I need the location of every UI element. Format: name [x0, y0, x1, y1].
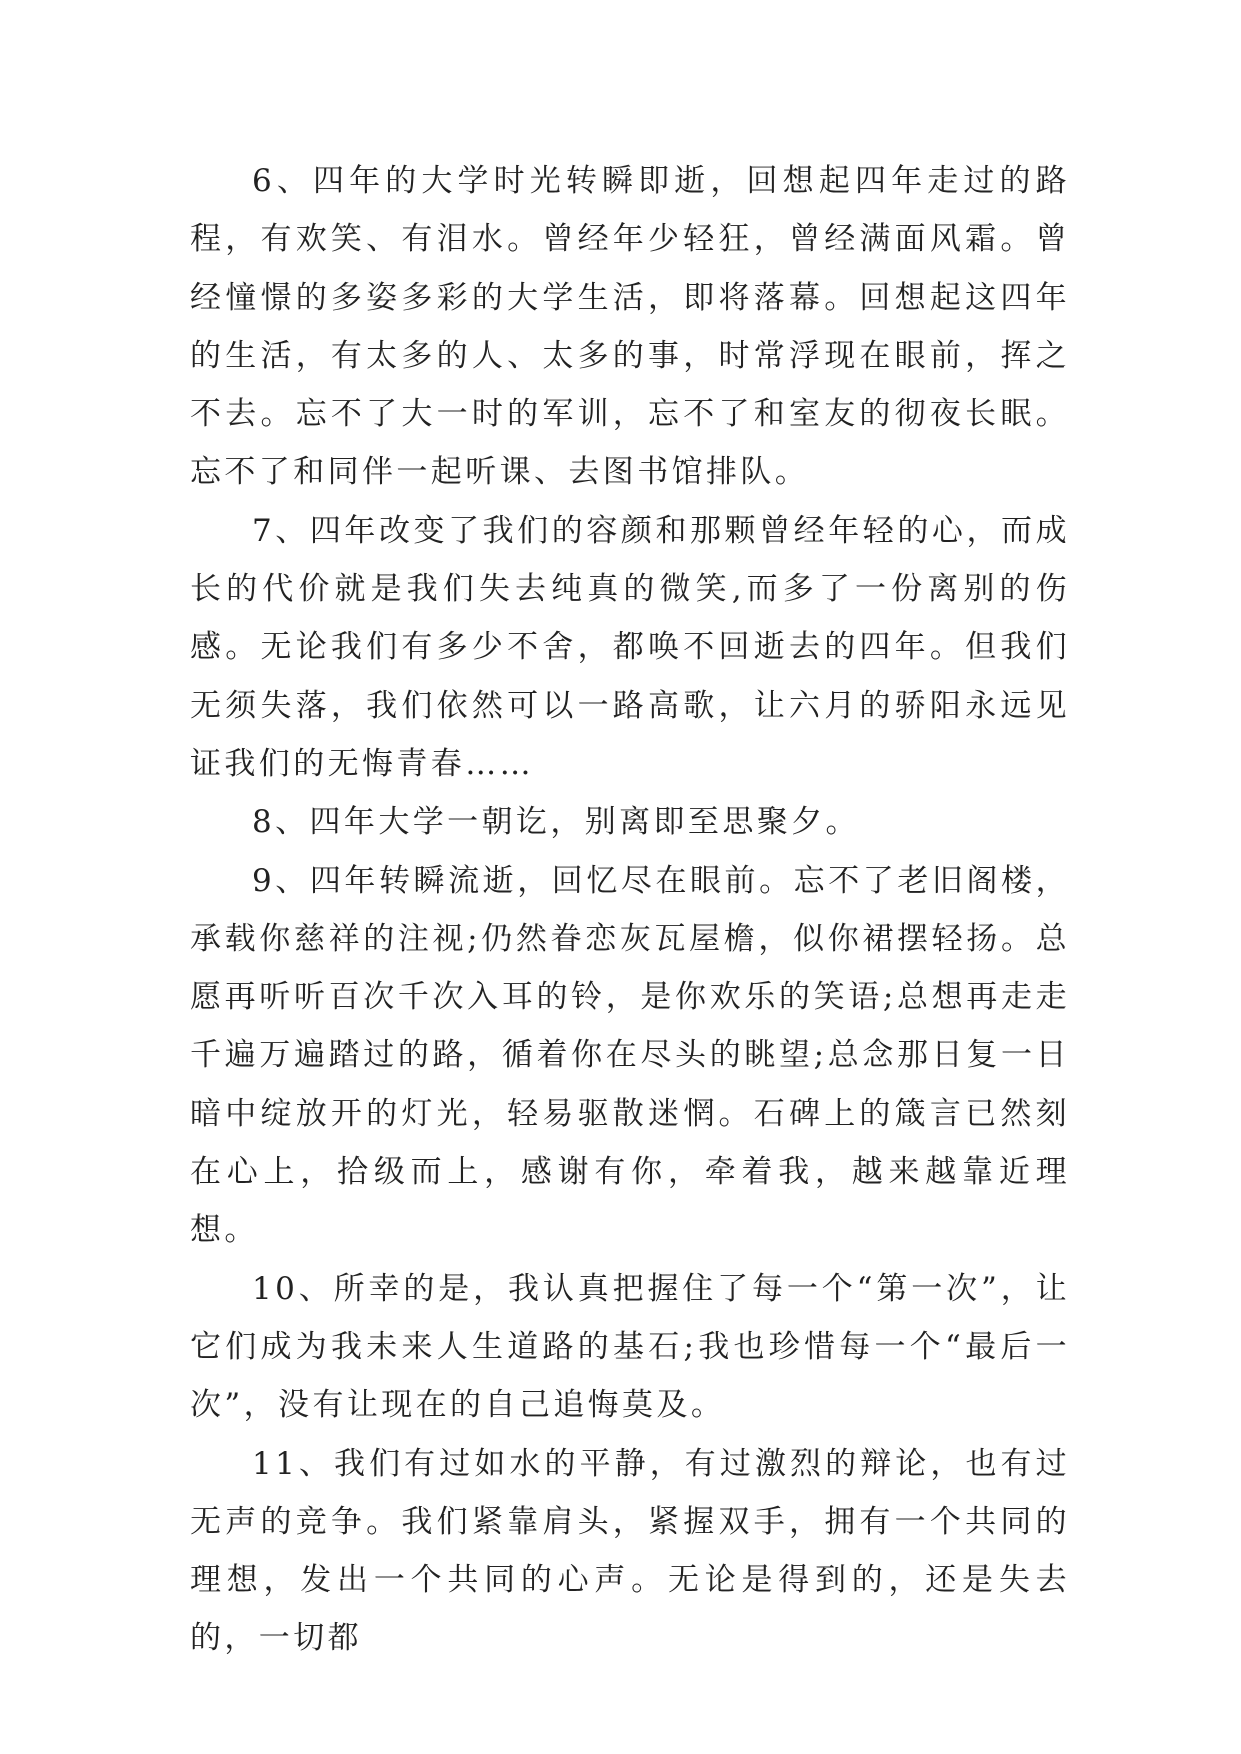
paragraph-11: 11、我们有过如水的平静，有过激烈的辩论，也有过无声的竞争。我们紧靠肩头，紧握双手，拥有一个共同的理想，发出一个共同的心声。无论是得到的，还是失去的，一切都: [190, 1445, 1070, 1657]
document-body: [190, 152, 1070, 1668]
paragraph-7: 7、四年改变了我们的容颜和那颗曾经年轻的心，而成长的代价就是我们失去纯真的微笑,而多了一份离别的伤感。无论我们有多少不舍，都唤不回逝去的四年。但我们无须失落，我们依然可以一路高歌，让六月的骄阳永远见证我们的无悔青春……: [190, 512, 1070, 782]
paragraph-10: 10、所幸的是，我认真把握住了每一个“第一次”，让它们成为我未来人生道路的基石;我也珍惜每一个“最后一次”，没有让现在的自己追悔莫及。: [190, 1270, 1070, 1424]
paragraph-6: 6、四年的大学时光转瞬即逝，回想起四年走过的路程，有欢笑、有泪水。曾经年少轻狂，曾经满面风霜。曾经憧憬的多姿多彩的大学生活，即将落幕。回想起这四年的生活，有太多的人、太多的事，时常浮现在眼前，挥之不去。忘不了大一时的军训，忘不了和室友的彻夜长眠。忘不了和同伴一起听课、去图书馆排队。: [190, 163, 1070, 491]
paragraph-9: 9、四年转瞬流逝，回忆尽在眼前。忘不了老旧阁楼，承载你慈祥的注视;仍然眷恋灰瓦屋檐，似你裙摆轻扬。总愿再听听百次千次入耳的铃，是你欢乐的笑语;总想再走走千遍万遍踏过的路，循着你在尽头的眺望;总念那日复一日暗中绽放开的灯光，轻易驱散迷惘。石碑上的箴言已然刻在心上，拾级而上，感谢有你，牵着我，越来越靠近理想。: [190, 862, 1070, 1249]
paragraph-8: 8、四年大学一朝讫，别离即至思聚夕。: [252, 804, 860, 841]
